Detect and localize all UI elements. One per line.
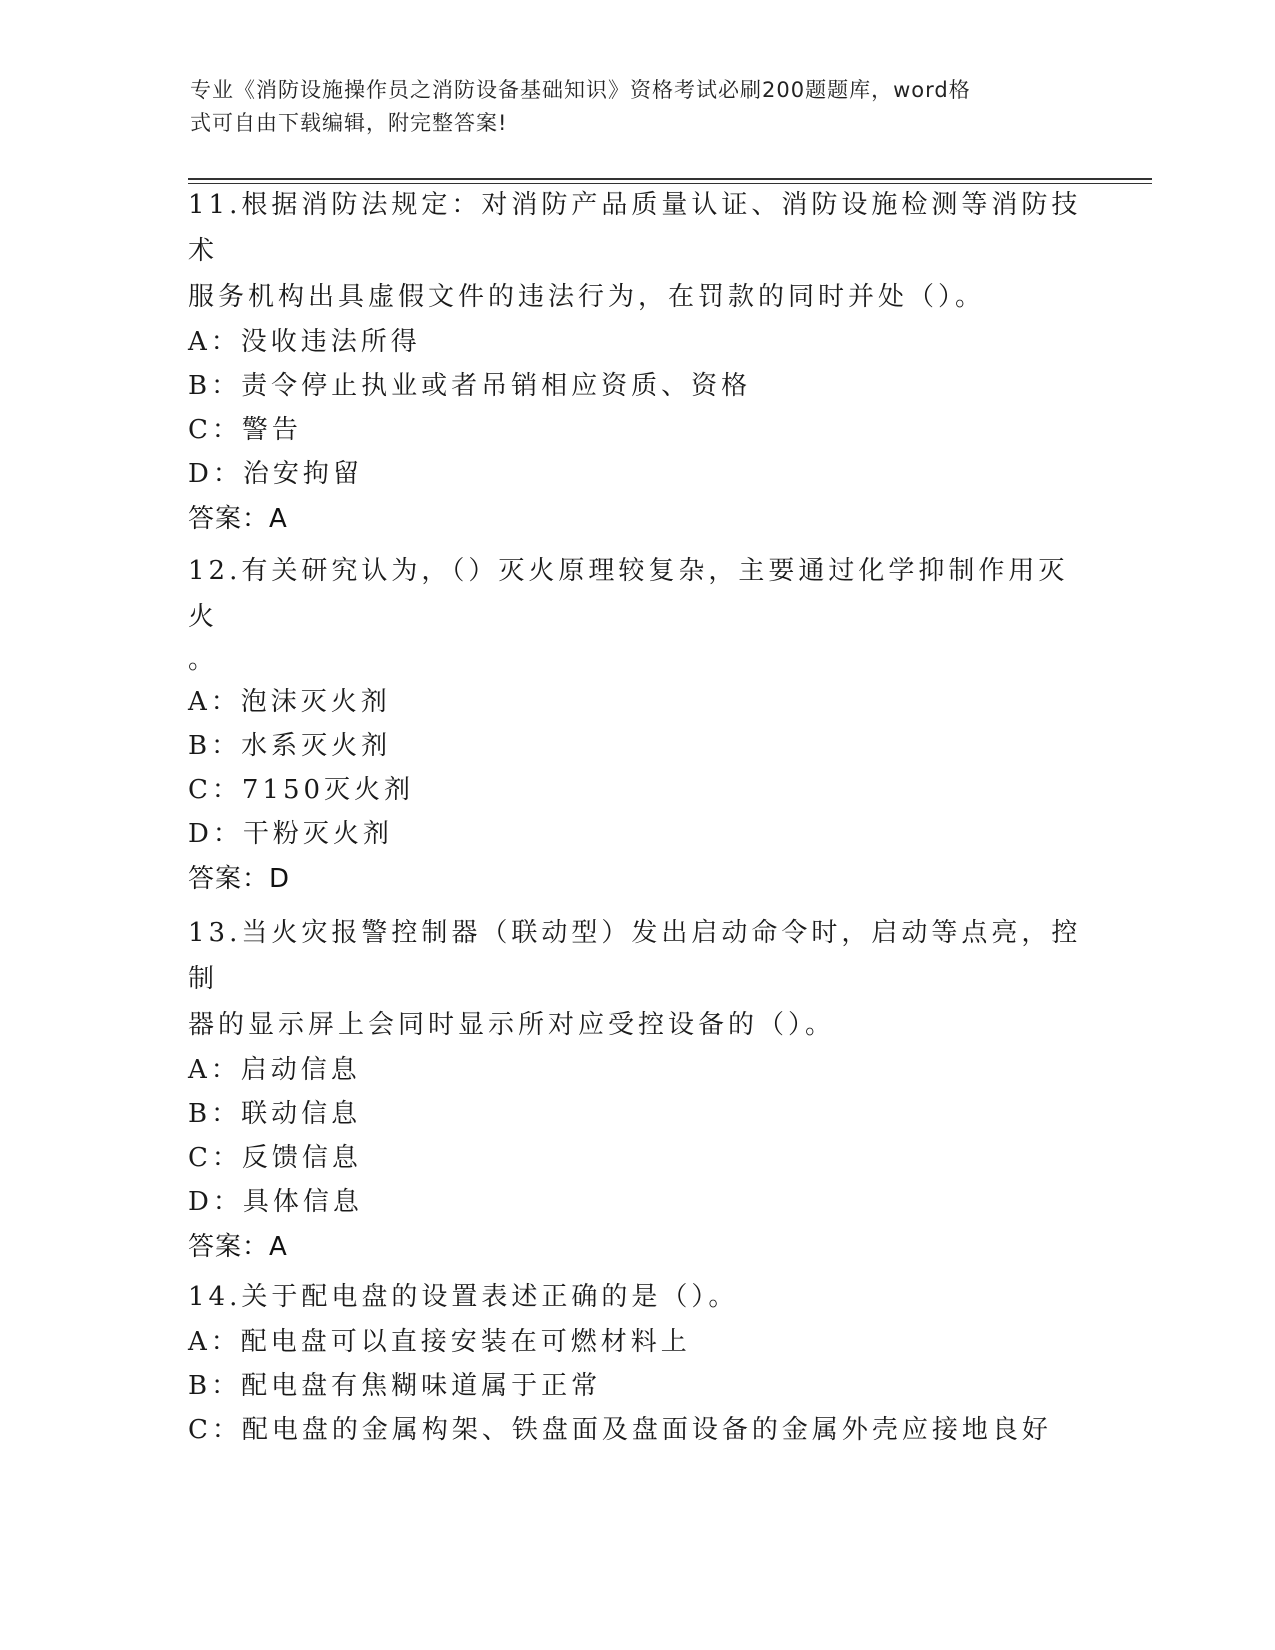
option-b: B：责令停止执业或者吊销相应资质、资格 xyxy=(188,371,752,401)
option-c: C：反馈信息 xyxy=(188,1143,362,1173)
answer: 答案：D xyxy=(188,864,291,894)
question-11 xyxy=(188,182,1088,542)
header-divider-thick xyxy=(188,178,1152,180)
option-b: B：联动信息 xyxy=(188,1099,362,1129)
option-b: B：配电盘有焦糊味道属于正常 xyxy=(188,1371,602,1401)
question-12 xyxy=(188,548,1088,902)
header-line-1: 专业《消防设施操作员之消防设备基础知识》资格考试必刷200题题库，word格 xyxy=(190,78,971,102)
answer: 答案：A xyxy=(188,504,288,534)
question-stem-line: 服务机构出具虚假文件的违法行为，在罚款的同时并处（）。 xyxy=(188,282,986,312)
question-stem-line: 14.关于配电盘的设置表述正确的是（）。 xyxy=(188,1282,739,1312)
header-line-2: 式可自由下载编辑，附完整答案! xyxy=(190,111,508,135)
question-14 xyxy=(188,1274,1088,1452)
option-c: C：警告 xyxy=(188,415,302,445)
option-a: A：启动信息 xyxy=(188,1055,361,1085)
option-c: C：7150灭火剂 xyxy=(188,775,415,805)
question-stem-line: 器的显示屏上会同时显示所对应受控设备的（）。 xyxy=(188,1010,836,1040)
answer: 答案：A xyxy=(188,1232,288,1262)
question-stem-line: 。 xyxy=(188,645,219,675)
option-d: D：具体信息 xyxy=(188,1187,363,1217)
option-b: B：水系灭火剂 xyxy=(188,731,392,761)
option-d: D：治安拘留 xyxy=(188,459,363,489)
question-stem-line: 11.根据消防法规定：对消防产品质量认证、消防设施检测等消防技术 xyxy=(188,190,1082,266)
option-a: A：没收违法所得 xyxy=(188,327,421,357)
option-c: C：配电盘的金属构架、铁盘面及盘面设备的金属外壳应接地良好 xyxy=(188,1415,1052,1445)
question-13 xyxy=(188,910,1088,1270)
option-a: A：泡沫灭火剂 xyxy=(188,687,391,717)
option-a: A：配电盘可以直接安装在可燃材料上 xyxy=(188,1327,691,1357)
question-stem-line: 13.当火灾报警控制器（联动型）发出启动命令时，启动等点亮，控制 xyxy=(188,918,1082,994)
document-header xyxy=(190,74,1070,140)
option-d: D：干粉灭火剂 xyxy=(188,819,393,849)
question-stem-line: 12.有关研究认为，（）灭火原理较复杂，主要通过化学抑制作用灭火 xyxy=(188,556,1069,632)
